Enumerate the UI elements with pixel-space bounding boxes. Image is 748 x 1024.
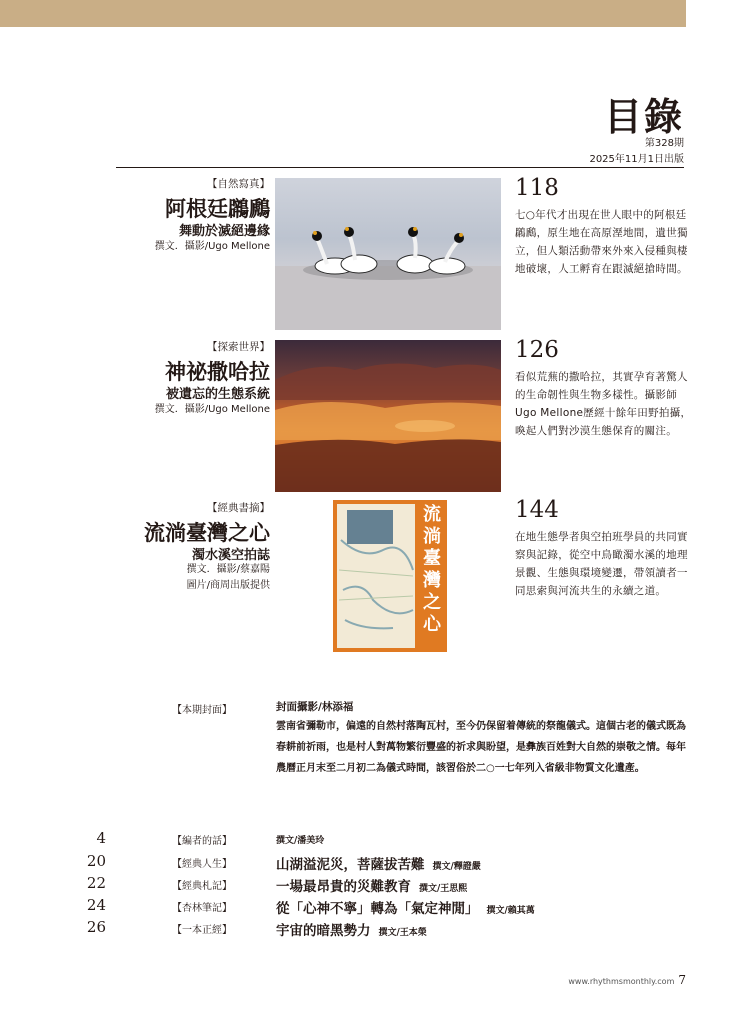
toc-column: 【經典札記】 [172,881,232,892]
article-entry-2[interactable] [0,339,270,419]
toc-title: 從「心神不寧」轉為「氣定神閒」 [276,901,479,917]
article-description: 在地生態學者與空拍班學員的共同實察與記錄，從空中鳥瞰濁水溪的地理景觀、生態與環境變遷，帶領讀者一同思索與河流共生的永續之道。 [515,531,688,597]
article-page-number: 126 [515,337,559,363]
article-column-tag: 【自然寫真】 [207,178,270,190]
issue-number: 第328期 [644,138,684,149]
toc-author: 撰文/賴其萬 [486,906,535,916]
article-credit: 撰文．攝影/Ugo Mellone [154,404,270,415]
article-subtitle: 被遺忘的生態系統 [165,387,270,402]
article-column-tag: 【探索世界】 [207,341,270,353]
cover-section-label: 【本期封面】 [172,705,232,716]
article-title: 阿根廷鸊鷉 [165,196,270,221]
toc-row[interactable] [0,852,748,874]
toc-column: 【經典人生】 [172,859,232,870]
toc-row[interactable] [0,918,748,940]
toc-author: 撰文/釋證嚴 [432,862,481,872]
header-divider [116,167,684,168]
article-description: 看似荒蕪的撒哈拉，其實孕育著驚人的生命韌性與生物多樣性。攝影師Ugo Mellone歷經十餘年田野拍攝，喚起人們對沙漠生態保育的關注。 [515,371,692,437]
article-title: 神祕撒哈拉 [165,359,270,384]
article-credit: 撰文．攝影/蔡嘉陽 [186,564,270,575]
article-subtitle: 濁水溪空拍誌 [191,548,270,563]
sahara-photo [275,340,501,492]
toc-row[interactable] [0,896,748,918]
toc-column: 【杏林筆記】 [172,903,232,914]
article-entry-1[interactable] [0,176,270,256]
toc-column: 【編者的話】 [172,836,232,847]
toc-page-number: 4 [96,829,106,847]
publication-date: 2025年11月1日出版 [589,154,684,165]
page-number: 7 [678,973,686,987]
article-title: 流淌臺灣之心 [144,520,270,545]
toc-author: 撰文/王思熙 [419,884,468,894]
article-page-number: 144 [515,497,559,523]
grebe-photo [275,178,501,330]
book-title: 流淌臺灣之心 [423,504,441,635]
toc-title-line [276,853,481,873]
page-title: 目錄 [603,94,684,139]
toc-title-line [276,897,535,917]
toc-title-line [276,831,324,847]
toc-column: 【一本正經】 [172,925,232,936]
article-description: 七○年代才出現在世人眼中的阿根廷鸊鷉，原生地在高原溼地間，遺世獨立，但人類活動帶來外來入侵種與棲地破壞，人工孵育在跟滅絕搶時間。 [515,209,688,275]
toc-page-number: 26 [86,918,106,936]
toc-title-line [276,875,467,895]
website-url: www.rhythmsmonthly.com [568,977,675,986]
toc-page-number: 24 [86,896,106,914]
toc-page-number: 20 [86,852,106,870]
page-footer [568,973,686,987]
toc-author: 撰文/潘美玲 [276,836,325,846]
article-image-credit: 圖片/商周出版提供 [186,580,270,591]
article-credit: 撰文．攝影/Ugo Mellone [154,241,270,252]
toc-title: 宇宙的暗黑勢力 [276,923,371,939]
article-entry-3[interactable] [0,500,270,600]
toc-title-line [276,919,427,939]
article-column-tag: 【經典書摘】 [207,502,270,514]
toc-title: 一場最昂貴的災難教育 [276,879,411,895]
cover-description: 雲南省彌勒市，偏遠的自然村落陶瓦村，至今仍保留着傳統的祭龍儀式。這個古老的儀式既為春耕前祈雨，也是村人對萬物繁衍豐盛的祈求與盼望，是彝族百姓對大自然的崇敬之情。每年農曆正月末至二月初二為儀式時間，該習俗於二○一七年列入省級非物質文化遺產。 [276,721,686,774]
article-page-number: 118 [515,175,559,201]
toc-row[interactable] [0,829,748,851]
toc-author: 撰文/王本榮 [378,928,427,938]
toc-page-number: 22 [86,874,106,892]
toc-row[interactable] [0,874,748,896]
book-cover [333,500,447,652]
cover-photo-credit: 封面攝影/林添福 [276,701,354,713]
article-subtitle: 舞動於滅絕邊緣 [178,224,270,239]
toc-title: 山湖溢泥災，菩薩拔苦難 [276,857,425,873]
top-color-bar [0,0,686,27]
